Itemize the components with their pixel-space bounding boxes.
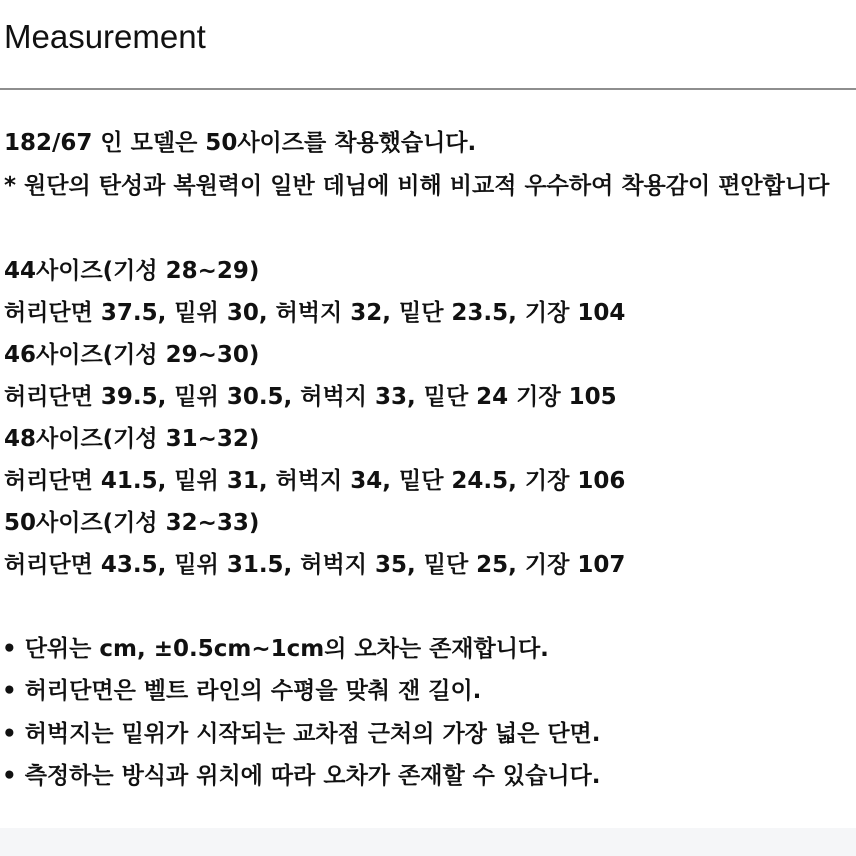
size-heading-44: 44사이즈(기성 28~29) <box>4 258 260 284</box>
size-heading-46: 46사이즈(기성 29~30) <box>4 342 260 368</box>
fabric-note: * 원단의 탄성과 복원력이 일반 데님에 비해 비교적 우수하여 착용감이 편안합니다 <box>4 173 830 199</box>
bottom-background-band <box>0 828 856 856</box>
size-heading-48: 48사이즈(기성 31~32) <box>4 426 260 452</box>
title-divider <box>0 88 856 90</box>
size-measurements-50: 허리단면 43.5, 밑위 31.5, 허벅지 35, 밑단 25, 기장 107 <box>4 552 626 578</box>
size-measurements-48: 허리단면 41.5, 밑위 31, 허벅지 34, 밑단 24.5, 기장 106 <box>4 468 626 494</box>
size-heading-50: 50사이즈(기성 32~33) <box>4 510 260 536</box>
note-waist: • 허리단면은 벨트 라인의 수평을 맞춰 잰 길이. <box>2 678 482 704</box>
size-measurements-46: 허리단면 39.5, 밑위 30.5, 허벅지 33, 밑단 24 기장 105 <box>4 384 617 410</box>
page-title: Measurement <box>4 18 206 55</box>
size-measurements-44: 허리단면 37.5, 밑위 30, 허벅지 32, 밑단 23.5, 기장 104 <box>4 300 626 326</box>
note-thigh: • 허벅지는 밑위가 시작되는 교차점 근처의 가장 넓은 단면. <box>2 721 601 747</box>
model-size-note: 182/67 인 모델은 50사이즈를 착용했습니다. <box>4 130 477 156</box>
note-unit-tolerance: • 단위는 cm, ±0.5cm~1cm의 오차는 존재합니다. <box>2 636 549 662</box>
note-measurement-method: • 측정하는 방식과 위치에 따라 오차가 존재할 수 있습니다. <box>2 763 601 789</box>
